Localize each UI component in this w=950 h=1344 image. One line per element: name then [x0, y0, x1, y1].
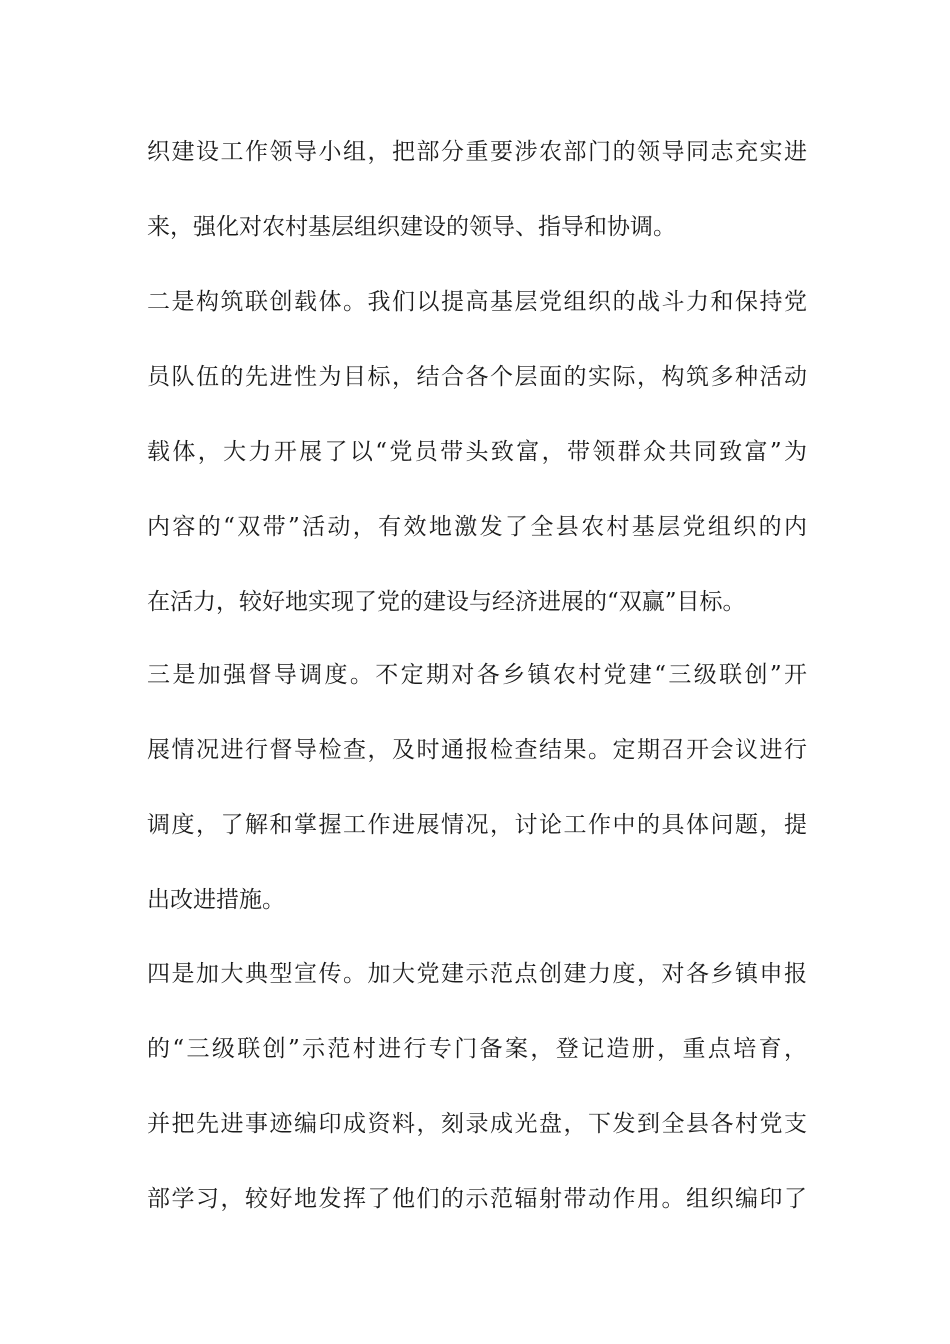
text-line: 出改进措施。 — [147, 887, 285, 913]
text-line: 在活力，较好地实现了党的建设与经济进展的“双赢”目标。 — [147, 589, 746, 615]
text-line: 部学习，较好地发挥了他们的示范辐射带动作用。组织编印了 — [147, 1186, 807, 1212]
text-line: 二是构筑联创载体。我们以提高基层党组织的战斗力和保持党 — [147, 289, 807, 315]
text-line: 展情况进行督导检查，及时通报检查结果。定期召开会议进行 — [147, 737, 807, 763]
text-line: 四是加大典型宣传。加大党建示范点创建力度，对各乡镇申报 — [147, 961, 807, 987]
text-line: 来，强化对农村基层组织建设的领导、指导和协调。 — [147, 214, 676, 240]
text-line: 员队伍的先进性为目标，结合各个层面的实际，构筑多种活动 — [147, 364, 807, 390]
text-line: 三是加强督导调度。不定期对各乡镇农村党建“三级联创”开 — [147, 662, 807, 688]
text-line: 的“三级联创”示范村进行专门备案，登记造册，重点培育， — [147, 1036, 807, 1062]
text-line: 内容的“双带”活动，有效地激发了全县农村基层党组织的内 — [147, 514, 807, 540]
text-line: 调度，了解和掌握工作进展情况，讨论工作中的具体问题，提 — [147, 812, 807, 838]
text-line: 载体，大力开展了以“党员带头致富，带领群众共同致富”为 — [147, 439, 807, 465]
text-line: 并把先进事迹编印成资料，刻录成光盘，下发到全县各村党支 — [147, 1111, 807, 1137]
text-line: 织建设工作领导小组，把部分重要涉农部门的领导同志充实进 — [147, 139, 807, 165]
